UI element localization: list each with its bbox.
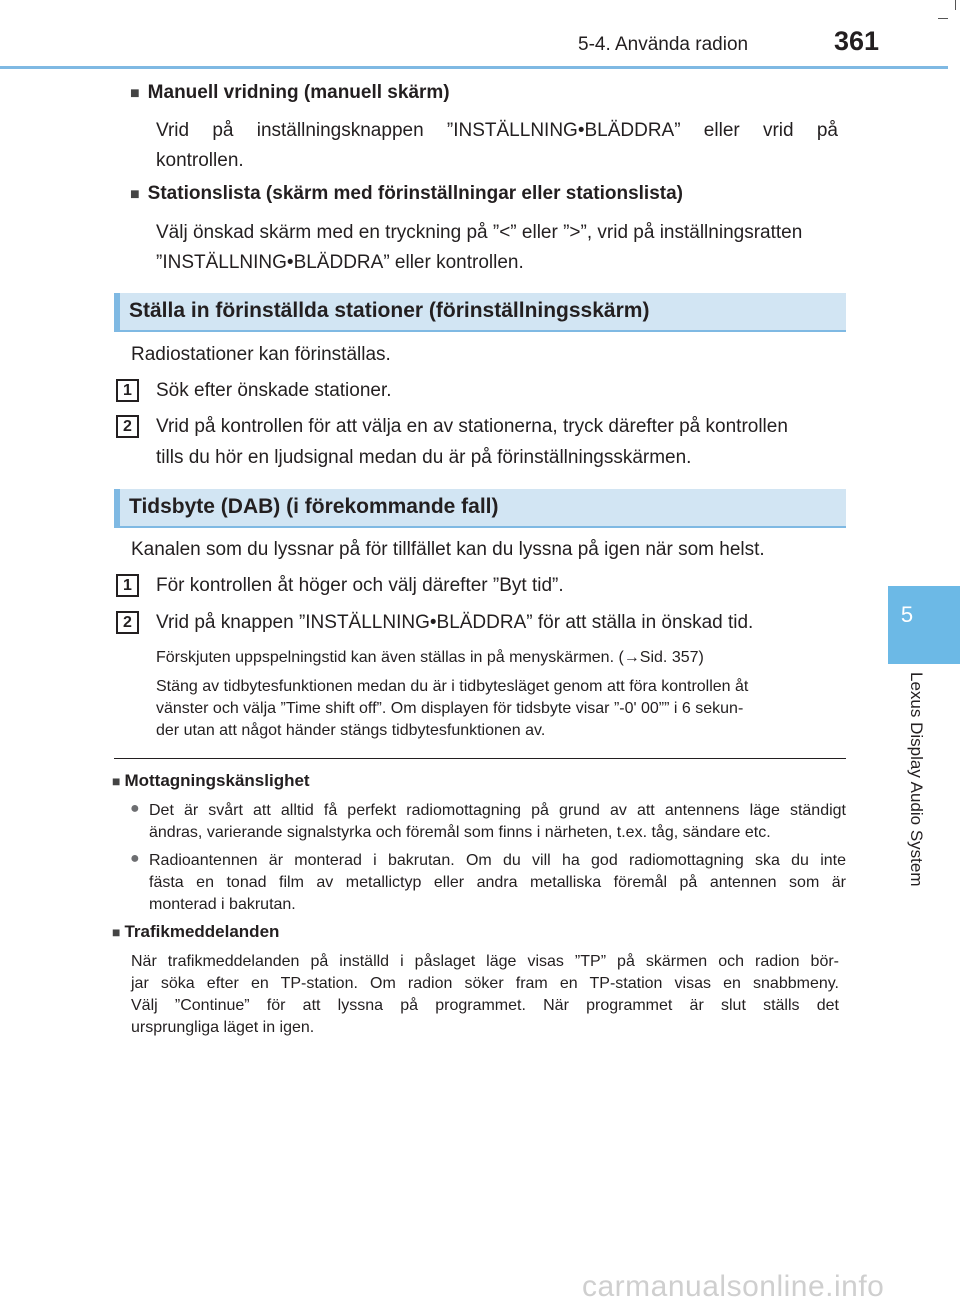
square-bullet-icon: ■ bbox=[130, 186, 140, 203]
station-list-text-2: ”INSTÄLLNING•BLÄDDRA” eller kontrollen. bbox=[156, 252, 524, 273]
reception-bullet-2-line1: Radioantennen är monterad i bakrutan. Om du vill ha god radiomottagning ska du inte bbox=[149, 852, 846, 869]
banner-accent bbox=[114, 489, 120, 526]
section-title: 5-4. Använda radion bbox=[578, 34, 749, 55]
timeshift-note-2-line1: Stäng av tidbytesfunktionen medan du är i tidbytesläget genom att föra kontrollen åt bbox=[156, 678, 749, 695]
chapter-number: 5 bbox=[900, 602, 914, 627]
reception-bullet-1-line2: ändras, varierande signalstyrka och föremål som finns i närheten, t.ex. tåg, sändare etc. bbox=[149, 824, 771, 841]
preset-step-2-line1: Vrid på kontrollen för att välja en av stationerna, tryck därefter på kontrollen bbox=[156, 416, 788, 437]
square-bullet-icon: ■ bbox=[112, 924, 121, 940]
station-list-text-1: Välj önskad skärm med en tryckning på ”<” eller ”>”, vrid på inställningsratten bbox=[156, 222, 803, 243]
station-list-heading: ■ Stationslista (skärm med förinställningar eller stationslista) bbox=[130, 183, 683, 204]
reception-bullet-1-line1: Det är svårt att alltid få perfekt radiomottagning på grund av att antennens läge ständigt bbox=[149, 802, 846, 819]
step-number: 2 bbox=[116, 415, 139, 438]
reception-bullet-2-line2: fästa en tonad film av metallictyp eller andra metalliska föremål på antennen som är bbox=[149, 874, 846, 891]
preset-intro: Radiostationer kan förinställas. bbox=[131, 344, 391, 365]
section-divider bbox=[114, 758, 846, 759]
step-number: 1 bbox=[116, 574, 139, 597]
header-rule bbox=[0, 66, 948, 69]
timeshift-note-2-line3: der utan att något händer stängs tidbytesfunktionen av. bbox=[156, 722, 546, 739]
round-bullet-icon: ● bbox=[130, 850, 140, 867]
preset-step-1: Sök efter önskade stationer. bbox=[156, 380, 392, 401]
crop-mark bbox=[955, 0, 956, 10]
timeshift-section-title: Tidsbyte (DAB) (i förekommande fall) bbox=[129, 495, 499, 518]
manual-tuning-text-2: kontrollen. bbox=[156, 150, 244, 171]
round-bullet-icon: ● bbox=[130, 800, 140, 817]
traffic-text-line3: Välj ”Continue” för att lyssna på programmet. När programmet är slut ställs det bbox=[131, 997, 839, 1014]
timeshift-step-1: För kontrollen åt höger och välj därefter ”Byt tid”. bbox=[156, 575, 564, 596]
chapter-label: Lexus Display Audio System bbox=[907, 672, 926, 887]
reception-bullet-2-line3: monterad i bakrutan. bbox=[149, 896, 296, 913]
watermark: carmanualsonline.info bbox=[582, 1270, 885, 1303]
step-number: 1 bbox=[116, 379, 139, 402]
traffic-heading: ■ Trafikmeddelanden bbox=[112, 922, 280, 941]
manual-tuning-heading: ■ Manuell vridning (manuell skärm) bbox=[130, 82, 450, 103]
manual-tuning-text-1: Vrid på inställningsknappen ”INSTÄLLNING•BLÄDDRA” eller vrid på bbox=[156, 120, 838, 141]
traffic-text-line2: jar söka efter en TP-station. Om radion söker fram en TP-station visas en snabbmeny. bbox=[131, 975, 839, 992]
timeshift-note-2-line2: vänster och välja ”Time shift off”. Om displayen för tidsbyte visar ”-0' 00”” i 6 sekun- bbox=[156, 700, 744, 717]
traffic-text-line1: När trafikmeddelanden på inställd i påslaget läge visas ”TP” på skärmen och radion bör- bbox=[131, 953, 839, 970]
banner-accent bbox=[114, 293, 120, 330]
page-number: 361 bbox=[834, 26, 880, 56]
timeshift-note-1: Förskjuten uppspelningstid kan även ställas in på menyskärmen. (→Sid. 357) bbox=[156, 649, 704, 666]
timeshift-intro: Kanalen som du lyssnar på för tillfället kan du lyssna på igen när som helst. bbox=[131, 539, 765, 560]
step-number: 2 bbox=[116, 611, 139, 634]
square-bullet-icon: ■ bbox=[130, 85, 140, 102]
crop-mark bbox=[938, 18, 948, 19]
preset-step-2-line2: tills du hör en ljudsignal medan du är på förinställningsskärmen. bbox=[156, 447, 692, 468]
traffic-text-line4: ursprungliga läget in igen. bbox=[131, 1019, 315, 1036]
square-bullet-icon: ■ bbox=[112, 773, 121, 789]
reception-heading: ■ Mottagningskänslighet bbox=[112, 771, 310, 790]
preset-section-title: Ställa in förinställda stationer (förinställningsskärm) bbox=[129, 299, 650, 322]
timeshift-step-2: Vrid på knappen ”INSTÄLLNING•BLÄDDRA” för att ställa in önskad tid. bbox=[156, 612, 754, 633]
